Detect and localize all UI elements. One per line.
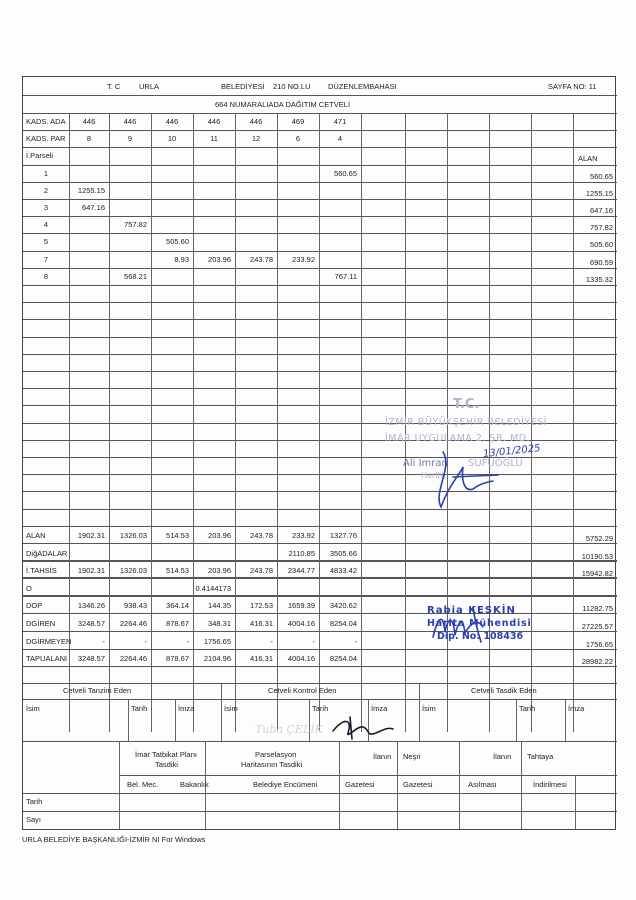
summary-cell: 1659.39 xyxy=(287,601,315,611)
v-rule xyxy=(128,699,129,741)
h-rule xyxy=(23,182,617,183)
parcel-cell: 233.92 xyxy=(292,254,315,264)
v-rule xyxy=(459,741,460,829)
bottom-haritasinin: Haritasının Tasdiki xyxy=(241,760,303,769)
parcel-value: 11 xyxy=(210,134,218,144)
signature-control-scribble xyxy=(328,713,398,741)
bottom-gazetesi-2: Gazetesi xyxy=(403,780,433,789)
h-rule xyxy=(23,526,617,527)
summary-cell: 2110.85 xyxy=(288,548,315,558)
summary-cell: 1346.26 xyxy=(77,601,105,611)
h-rule xyxy=(23,509,617,510)
summary-cell: 203.96 xyxy=(208,531,231,540)
h-rule xyxy=(23,561,617,562)
footer-text: URLA BELEDİYE BAŞKANLIĞI-İZMİR NI For Windows xyxy=(22,835,206,844)
ada-value: 471 xyxy=(333,117,347,126)
summary-cell: 1902.31 xyxy=(77,531,105,540)
summary-cell: 233.92 xyxy=(292,531,315,540)
h-rule xyxy=(23,354,617,355)
summary-cell: 8254.04 xyxy=(329,654,357,664)
h-rule xyxy=(23,457,617,458)
sign-tanzim: Cetveli Tanzim Eden xyxy=(63,686,132,695)
h-rule xyxy=(23,113,617,114)
ada-value: 446 xyxy=(249,117,263,126)
bottom-indirilmesi: İndirilmesi xyxy=(533,780,567,789)
parcel-alan: 505.60 xyxy=(590,240,613,250)
summary-label: DOP xyxy=(26,601,43,611)
v-rule xyxy=(339,741,340,829)
h-rule xyxy=(23,199,617,200)
parcel-cell: 767.11 xyxy=(334,271,357,281)
summary-cell: 2104.96 xyxy=(203,654,231,664)
parcel-id: 1 xyxy=(43,168,49,178)
bottom-bakanlik: Bakanlık xyxy=(180,780,209,789)
stamp-dip: Dip. No: 108436 xyxy=(437,631,524,642)
summary-cell: - xyxy=(144,636,147,646)
v-rule xyxy=(516,699,517,741)
sign-tasdik: Cetveli Tasdik Eden xyxy=(471,686,537,695)
summary-cell: 2264.46 xyxy=(119,654,147,664)
summary-total: 1756.65 xyxy=(585,639,613,649)
summary-cell: 4004.16 xyxy=(287,619,315,628)
stamp-rabia: Rabia KESKİN xyxy=(427,605,516,616)
v-rule xyxy=(361,113,362,732)
summary-cell: 4004.16 xyxy=(287,654,315,664)
sign-field-imza: İmza xyxy=(371,704,388,713)
summary-cell: 878.67 xyxy=(166,654,189,664)
summary-cell: 364.14 xyxy=(166,601,189,611)
v-rule xyxy=(419,683,420,741)
h-rule xyxy=(23,793,617,794)
summary-total: 15942.82 xyxy=(581,569,613,579)
bottom-ilanin-2: İlanın xyxy=(493,752,512,761)
parcel-alan: 1335.32 xyxy=(585,274,613,284)
parcel-cell: 647.16 xyxy=(82,203,105,212)
summary-cell: 416.31 xyxy=(250,619,273,628)
bottom-gazetesi-1: Gazetesi xyxy=(345,780,375,789)
h-rule xyxy=(23,147,617,148)
h-rule xyxy=(23,165,617,166)
h-rule xyxy=(23,683,617,684)
sign-field-imza: İmza xyxy=(568,704,585,713)
h-rule xyxy=(23,371,617,372)
distribution-table xyxy=(22,76,616,830)
ada-value: 469 xyxy=(291,117,305,126)
summary-cell: - xyxy=(186,636,189,646)
sign-field-tarih: Tarih xyxy=(131,704,148,713)
summary-label: TAPUALANI xyxy=(26,654,68,664)
parcel-alan: 757.82 xyxy=(590,223,613,233)
h-rule xyxy=(23,631,617,632)
parcel-value: 12 xyxy=(251,134,261,144)
summary-label: DGİREN xyxy=(26,619,56,628)
bottom-tarih: Tarih xyxy=(26,797,43,806)
summary-total: 11282.75 xyxy=(582,604,613,614)
bottom-imar-tatbikat: İmar Tatbikat Planı xyxy=(135,750,197,759)
parcel-id: 7 xyxy=(43,254,49,264)
h-rule xyxy=(23,741,617,742)
v-rule xyxy=(521,741,522,829)
h-rule xyxy=(23,130,617,131)
parcel-cell: 568.21 xyxy=(124,271,147,281)
parcel-cell: 203.96 xyxy=(208,254,231,264)
bottom-asilmasi: Asılması xyxy=(468,780,497,789)
summary-cell: 3248.57 xyxy=(77,619,105,628)
ada-value: 446 xyxy=(207,117,221,126)
h-rule xyxy=(23,337,617,338)
parcel-id: 2 xyxy=(43,185,49,195)
h-rule xyxy=(23,216,617,217)
h-rule xyxy=(119,775,617,776)
bottom-parselasyon: Parselasyon xyxy=(255,750,297,759)
parcel-value: 6 xyxy=(295,134,301,144)
summary-cell: 348.31 xyxy=(208,619,231,628)
h-rule xyxy=(23,302,617,303)
stamp-date: 13/01/2025 xyxy=(482,443,542,460)
h-rule xyxy=(23,811,617,812)
summary-label: İ.TAHSİS xyxy=(26,566,57,576)
stamp-tuba: Tuba ÇELİK xyxy=(255,723,323,736)
parcel-cell: 8.93 xyxy=(174,254,189,264)
summary-label: ALAN xyxy=(26,531,46,540)
parcel-alan: 1255.15 xyxy=(585,188,613,198)
summary-cell: 416.31 xyxy=(250,654,273,664)
parcel-value: 8 xyxy=(86,134,92,144)
parcel-id: 5 xyxy=(43,237,49,247)
h-rule xyxy=(23,649,617,650)
stamp-imar: İMAR UYGULAMA 2. ŞB. MD. xyxy=(385,433,531,444)
parcel-id: 4 xyxy=(43,220,49,230)
summary-cell: 1326.03 xyxy=(119,531,147,540)
parcel-cell: 757.82 xyxy=(124,220,147,230)
stamp-ali-2: SUFUOĞLU xyxy=(468,458,523,469)
sign-field-isim: İsim xyxy=(422,704,436,713)
ada-value: 446 xyxy=(82,117,96,126)
summary-cell: 938.43 xyxy=(124,601,147,611)
sign-field-tarih: Tarih xyxy=(312,704,329,713)
header-sayfa: SAYFA NO: 11 xyxy=(548,82,597,91)
summary-cell: 3505.66 xyxy=(329,548,357,558)
v-rule xyxy=(575,775,576,829)
h-rule xyxy=(23,491,617,492)
ada-value: 446 xyxy=(165,117,179,126)
summary-cell: 243.78 xyxy=(250,531,273,540)
bottom-ilanin-1: İlanın xyxy=(373,752,392,761)
summary-cell: 0.4144173 xyxy=(195,583,231,593)
summary-total: 27225.57 xyxy=(581,622,613,631)
stamp-tc: T.C. xyxy=(453,397,480,412)
sign-field-imza: İmza xyxy=(178,704,195,713)
parcel-id: 8 xyxy=(43,271,49,281)
h-rule xyxy=(23,95,617,96)
h-rule xyxy=(23,474,617,475)
summary-cell: 1902.31 xyxy=(77,566,105,576)
parcel-alan: 560.65 xyxy=(590,171,613,181)
h-rule xyxy=(23,233,617,234)
parcel-id: 3 xyxy=(43,203,49,212)
summary-total: 10190.53 xyxy=(581,551,613,561)
summary-cell: 3248.57 xyxy=(77,654,105,664)
stamp-muh: Harita Mühendisi xyxy=(427,618,532,629)
summary-cell: 243.78 xyxy=(250,566,273,576)
summary-cell: 203.96 xyxy=(208,566,231,576)
v-rule xyxy=(565,699,566,741)
summary-label: O xyxy=(26,583,32,593)
summary-cell: 878.67 xyxy=(166,619,189,628)
summary-cell: 514.53 xyxy=(166,531,189,540)
summary-cell: - xyxy=(270,636,273,646)
header-duzenleme: DÜZENLEMBAHASI xyxy=(328,82,397,91)
summary-cell: 3420.62 xyxy=(329,601,357,611)
parcel-cell: 243.78 xyxy=(250,254,273,264)
signature-ali-imran-scribble xyxy=(413,447,503,517)
summary-cell: 1327.76 xyxy=(329,531,357,540)
summary-cell: 1326.03 xyxy=(119,566,147,576)
v-rule xyxy=(175,699,176,741)
summary-cell: 2264.46 xyxy=(119,619,147,628)
summary-total: 28982.22 xyxy=(581,657,613,667)
h-rule xyxy=(23,388,617,389)
parcel-cell: 560.65 xyxy=(334,168,357,178)
v-rule xyxy=(221,683,222,741)
parcel-value: 9 xyxy=(127,134,133,144)
summary-cell: - xyxy=(354,636,357,646)
row-label-kads-par: KADS. PAR xyxy=(26,134,66,144)
header-plan-no: 210 NO.LU xyxy=(273,82,311,91)
stamp-ali: Ali İmran xyxy=(403,458,448,469)
header-urla: URLA xyxy=(139,82,160,91)
bottom-bel-mec: Bel. Mec. xyxy=(127,780,159,789)
bottom-sayi: Sayı xyxy=(26,815,42,824)
h-rule xyxy=(23,285,617,286)
summary-cell: 4833.42 xyxy=(329,566,357,576)
parcel-cell: 505.60 xyxy=(166,237,189,247)
v-rule xyxy=(573,113,574,732)
v-rule xyxy=(119,741,120,829)
h-rule xyxy=(23,268,617,269)
sign-field-isim: İsim xyxy=(224,704,238,713)
parcel-cell: 1255.15 xyxy=(77,185,105,195)
h-rule xyxy=(23,543,617,544)
v-rule xyxy=(397,741,398,829)
sign-kontrol: Cetveli Kontrol Eden xyxy=(268,686,337,695)
summary-cell: 8254.04 xyxy=(329,619,357,628)
bottom-tasdiki: Tasdiki xyxy=(155,760,178,769)
bottom-nesri: Neşri xyxy=(403,752,421,761)
bottom-tahtaya: Tahtaya xyxy=(527,752,554,761)
summary-cell: 514.53 xyxy=(166,566,189,576)
row-label-i-parseli: İ.Parseli xyxy=(26,151,54,161)
summary-label: DiğADALAR xyxy=(26,548,68,558)
stamp-harita: Harita xyxy=(421,471,446,480)
sign-field-tarih: Tarih xyxy=(519,704,536,713)
summary-cell: 2344.77 xyxy=(287,566,315,576)
summary-cell: - xyxy=(102,636,105,646)
h-rule xyxy=(23,405,617,406)
summary-cell: 172.53 xyxy=(250,601,273,611)
parcel-alan: 690.59 xyxy=(590,257,613,267)
summary-cell: - xyxy=(312,636,315,646)
parcel-alan: 647.16 xyxy=(590,206,613,215)
h-rule xyxy=(23,613,617,614)
sign-field-isim: İsim xyxy=(26,704,40,713)
alan-column-header: ALAN xyxy=(578,154,598,164)
parcel-value: 10 xyxy=(167,134,177,144)
parcel-value: 4 xyxy=(337,134,343,144)
header-belediyesi: BELEDİYESİ xyxy=(221,82,265,91)
stamp-ibb: İZMİR BÜYÜKŞEHİR BELEDİYESİ xyxy=(385,417,548,428)
summary-cell: 1756.65 xyxy=(203,636,231,646)
header-subtitle: 664 NUMARALIADA DAĞITIM CETVELİ xyxy=(215,100,351,109)
row-label-kads-ada: KADS. ADA xyxy=(26,117,66,126)
h-rule xyxy=(23,596,617,597)
h-rule xyxy=(23,699,617,700)
bottom-encumeni: Belediye Encümeni xyxy=(253,780,318,789)
h-rule xyxy=(23,251,617,252)
h-rule xyxy=(23,578,617,579)
summary-total: 5752.29 xyxy=(585,534,613,543)
summary-cell: 144.35 xyxy=(208,601,231,611)
ada-value: 446 xyxy=(123,117,137,126)
h-rule xyxy=(23,319,617,320)
header-tc: T. C xyxy=(107,82,121,91)
h-rule xyxy=(23,666,617,667)
summary-label: DGİRMEYEN xyxy=(26,636,72,646)
signature-rabia-scribble xyxy=(423,597,513,647)
